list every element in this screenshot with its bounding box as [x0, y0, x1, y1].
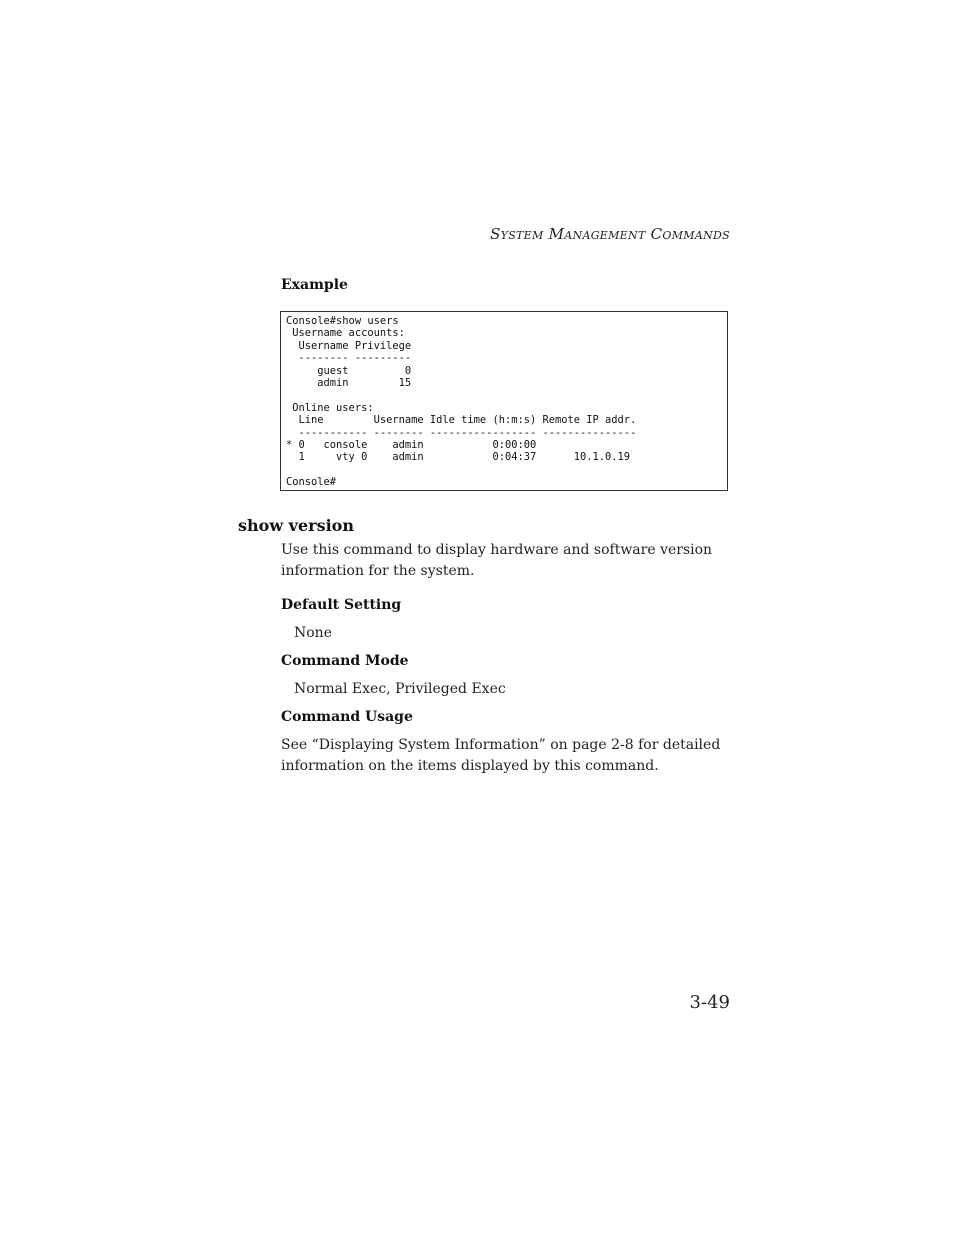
code-line: Console#show users [286, 315, 399, 327]
example-heading: Example [281, 277, 348, 293]
page-number: 3-49 [689, 992, 730, 1013]
code-line: Username Privilege [286, 339, 412, 352]
section-description: Use this command to display hardware and software version information for the system. [281, 542, 713, 579]
code-line: 1 vty 0 admin 0:04:37 10.1.0.19 [286, 451, 631, 464]
code-line: Console# [286, 476, 337, 489]
running-header: System Management Commands [490, 225, 730, 243]
code-line: admin 15 [286, 376, 412, 389]
section-title: show version [238, 516, 354, 535]
code-example-box [280, 311, 728, 491]
code-line: guest 0 [286, 364, 412, 377]
code-line: Online users: [286, 401, 374, 414]
code-line [286, 464, 727, 476]
code-line: -------- --------- [286, 352, 412, 365]
code-line: * 0 console admin 0:00:00 [286, 438, 537, 451]
default-setting-heading: Default Setting [281, 597, 402, 613]
default-setting-value: None [294, 625, 332, 641]
code-line: Line Username Idle time (h:m:s) Remote IP addr. [286, 414, 637, 427]
command-mode-value: Normal Exec, Privileged Exec [294, 681, 506, 697]
command-mode-heading: Command Mode [281, 653, 409, 669]
command-usage-text: See “Displaying System Information” on page 2-8 for detailed information on the items displayed by this command. [281, 737, 721, 774]
code-line [286, 389, 727, 401]
code-line: Username accounts: [286, 327, 405, 340]
code-line: ----------- -------- ----------------- --------------- [286, 426, 637, 439]
command-usage-heading: Command Usage [281, 709, 413, 725]
